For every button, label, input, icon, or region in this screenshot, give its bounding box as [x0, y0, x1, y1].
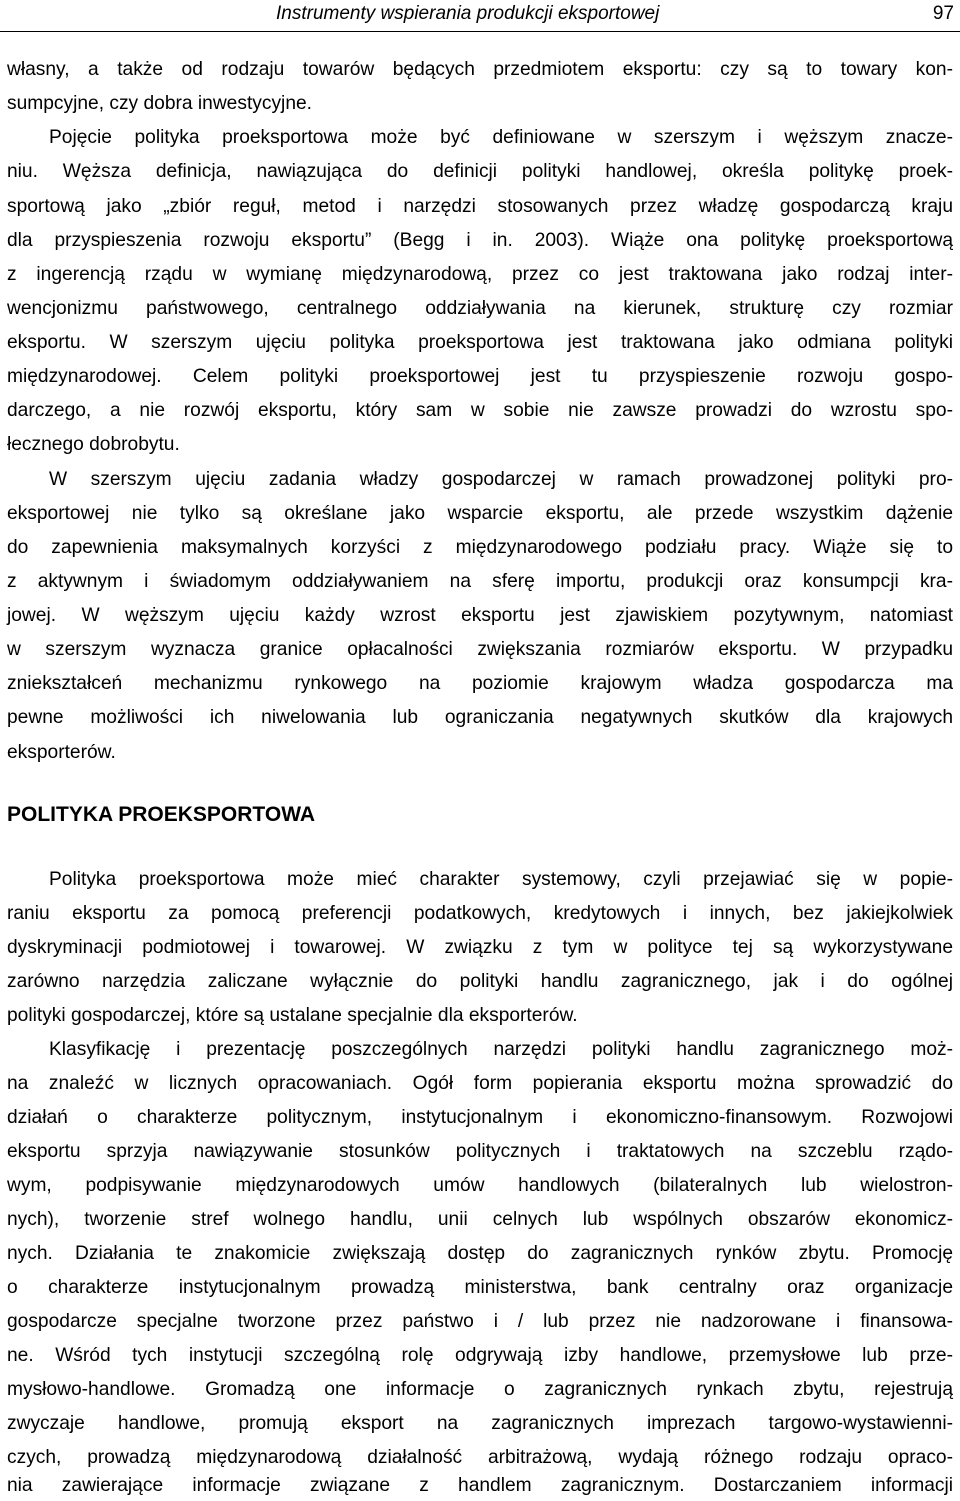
text-line: pewne możliwości ich niwelowania lub ograniczania negatywnych skutków dla krajowych — [7, 707, 953, 728]
text-line: czych, prowadzą międzynarodową działalność arbitrażową, wydają różnego rodzaju opraco- — [7, 1447, 953, 1468]
text-line: darczego, a nie rozwój eksportu, który sam w sobie nie zawsze prowadzi do wzrostu spo- — [7, 400, 953, 421]
text-line: z ingerencją rządu w wymianę międzynarodową, przez co jest traktowana jako rodzaj inter- — [7, 264, 953, 285]
text-line: z aktywnym i świadomym oddziaływaniem na sferę importu, produkcji oraz konsumpcji kra- — [7, 571, 953, 592]
text-line: na znaleźć w licznych opracowaniach. Ogół form popierania eksportu można sprowadzić do — [7, 1073, 953, 1094]
text-line: zwyczaje handlowe, promują eksport na zagranicznych imprezach targowo-wystawienni- — [7, 1413, 953, 1434]
text-line: W szerszym ujęciu zadania władzy gospodarczej w ramach prowadzonej polityki pro- — [49, 469, 953, 490]
text-line: w szerszym wyznacza granice opłacalności zwiększania rozmiarów eksportu. W przypadku — [7, 639, 953, 660]
text-line: eksportu. W szerszym ujęciu polityka proeksportowa jest traktowana jako odmiana polityki — [7, 332, 953, 353]
text-line: polityki gospodarczej, które są ustalane specjalnie dla eksporterów. — [7, 1005, 578, 1026]
page-header — [0, 0, 960, 32]
text-line: do zapewnienia maksymalnych korzyści z międzynarodowego podziału pracy. Wiąże się to — [7, 537, 953, 558]
text-line: raniu eksportu za pomocą preferencji podatkowych, kredytowych i innych, bez jakiejkolwiek — [7, 903, 953, 924]
text-line: ne. Wśród tych instytucji szczególną rolę odgrywają izby handlowe, przemysłowe lub prze- — [7, 1345, 953, 1366]
text-line: Polityka proeksportowa może mieć charakter systemowy, czyli przejawiać się w popie- — [49, 869, 953, 890]
text-line: łecznego dobrobytu. — [7, 434, 180, 455]
text-line: międzynarodowej. Celem polityki proeksportowej jest tu przyspieszenie rozwoju gospo- — [7, 366, 953, 387]
text-line: zniekształceń mechanizmu rynkowego na poziomie krajowym władza gospodarcza ma — [7, 673, 953, 694]
text-line: sumpcyjne, czy dobra inwestycyjne. — [7, 93, 312, 114]
text-line: gospodarcze specjalne tworzone przez państwo i / lub przez nie nadzorowane i finansowa- — [7, 1311, 953, 1332]
text-line: własny, a także od rodzaju towarów będących przedmiotem eksportu: czy są to towary kon- — [7, 59, 953, 80]
text-line: niu. Węższa definicja, nawiązująca do definicji polityki handlowej, określa politykę proek- — [7, 161, 953, 182]
text-line: dyskryminacji podmiotowej i towarowej. W związku z tym w polityce tej są wykorzystywane — [7, 937, 953, 958]
running-title: Instrumenty wspierania produkcji eksportowej — [276, 3, 660, 24]
section-heading: POLITYKA PROEKSPORTOWA — [7, 803, 316, 826]
text-line: Klasyfikację i prezentację poszczególnych narzędzi polityki handlu zagranicznego moż- — [49, 1039, 953, 1060]
text-line: nych. Działania te znakomicie zwiększają dostęp do zagranicznych rynków zbytu. Promocję — [7, 1243, 953, 1264]
text-line: dla przyspieszenia rozwoju eksportu” (Begg i in. 2003). Wiąże ona politykę proeksportową — [7, 230, 953, 251]
text-line: działań o charakterze politycznym, instytucjonalnym i ekonomiczno-finansowym. Rozwojowi — [7, 1107, 953, 1128]
text-line: sportową jako „zbiór reguł, metod i narzędzi stosowanych przez władzę gospodarczą kraju — [7, 196, 953, 217]
text-line: wencjonizmu państwowego, centralnego oddziaływania na kierunek, strukturę czy rozmiar — [7, 298, 953, 319]
page-number: 97 — [932, 3, 954, 24]
text-line: mysłowo-handlowe. Gromadzą one informacje o zagranicznych rynkach zbytu, rejestrują — [7, 1379, 953, 1400]
text-line: nia zawierające informacje związane z handlem zagranicznym. Dostarczaniem informacji — [7, 1475, 953, 1496]
text-line: eksporterów. — [7, 742, 116, 763]
text-line: eksportowej nie tylko są określane jako wsparcie eksportu, ale przede wszystkim dążenie — [7, 503, 953, 524]
text-line: zarówno narzędzia zaliczane wyłącznie do polityki handlu zagranicznego, jak i do ogólnej — [7, 971, 953, 992]
text-line: o charakterze instytucjonalnym prowadzą ministerstwa, bank centralny oraz organizacje — [7, 1277, 953, 1298]
text-line: eksportu sprzyja nawiązywanie stosunków politycznych i traktatowych na szczeblu rządo- — [7, 1141, 953, 1162]
text-line: nych), tworzenie stref wolnego handlu, unii celnych lub wspólnych obszarów ekonomicz- — [7, 1209, 953, 1230]
text-line: jowej. W węższym ujęciu każdy wzrost eksportu jest zjawiskiem pozytywnym, natomiast — [7, 605, 953, 626]
text-line: wym, podpisywanie międzynarodowych umów handlowych (bilateralnych lub wielostron- — [7, 1175, 953, 1196]
text-line: Pojęcie polityka proeksportowa może być definiowane w szerszym i węższym znacze- — [49, 127, 953, 148]
